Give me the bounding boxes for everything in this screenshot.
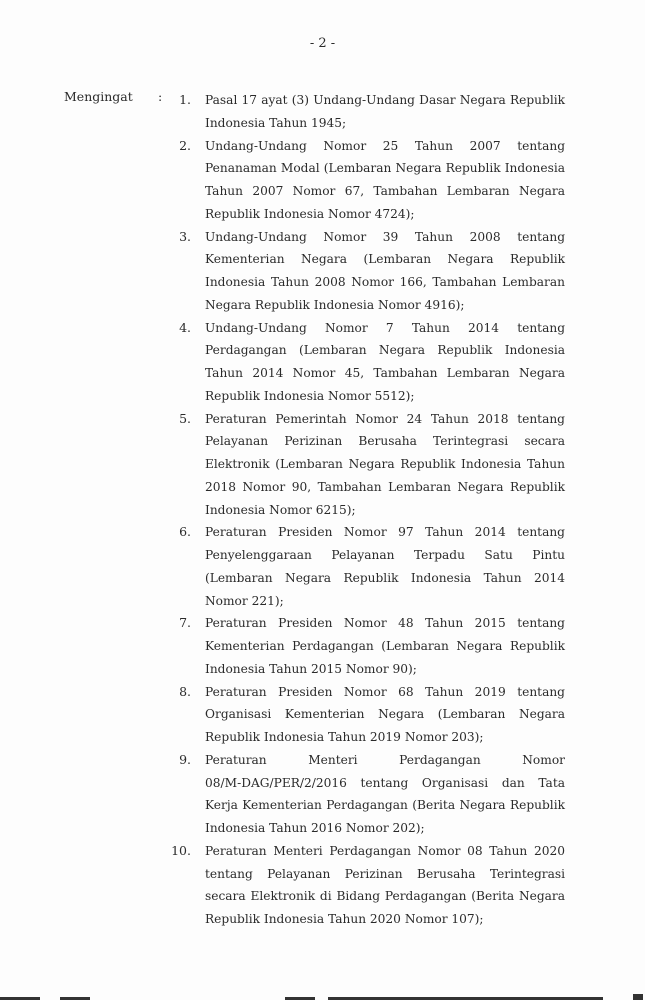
list-item (160, 226, 565, 317)
scan-edge-mark (633, 994, 643, 1000)
item-number: 3. (179, 228, 191, 244)
text-line: Undang-Undang Nomor 7 Tahun 2014 tentang (205, 320, 565, 335)
text-line: Indonesia Nomor 6215); (205, 502, 356, 517)
text-line: Tahun 2007 Nomor 67, Tambahan Lembaran Negara (205, 184, 565, 198)
item-number: 7. (179, 615, 191, 631)
text-line: Kementerian Negara (Lembaran Negara Republik (205, 252, 565, 267)
text-line: Indonesia Tahun 2008 Nomor 166, Tambahan Lembaran (205, 275, 565, 289)
text-line: Organisasi Kementerian Negara (Lembaran Negara (205, 707, 565, 722)
text-line: Republik Indonesia Nomor 4724); (205, 206, 415, 221)
item-number: 9. (179, 751, 191, 767)
list-item (160, 612, 565, 680)
text-line: Tahun 2014 Nomor 45, Tambahan Lembaran Negara (205, 366, 565, 380)
item-text (205, 612, 565, 680)
text-line: Peraturan Pemerintah Nomor 24 Tahun 2018 tentang (205, 411, 565, 426)
text-line: Penanaman Modal (Lembaran Negara Republik Indonesia (205, 161, 565, 176)
text-line: Republik Indonesia Tahun 2019 Nomor 203); (205, 730, 484, 744)
item-text (205, 226, 565, 317)
text-line: Peraturan Presiden Nomor 97 Tahun 2014 tentang (205, 525, 565, 540)
item-text (205, 317, 565, 408)
text-line: Indonesia Tahun 2016 Nomor 202); (205, 821, 425, 835)
item-number: 8. (179, 683, 191, 699)
item-text (205, 89, 565, 135)
section-colon: : (158, 89, 163, 104)
list-item (160, 521, 565, 612)
text-line: Kementerian Perdagangan (Lembaran Negara Republik (205, 639, 565, 653)
text-line: Nomor 221); (205, 593, 284, 608)
text-line: Kerja Kementerian Perdagangan (Berita Negara Republik (205, 798, 565, 813)
text-line: 08/M-DAG/PER/2/2016 tentang Organisasi dan Tata (205, 775, 565, 790)
item-number: 10. (171, 842, 191, 858)
section-label: Mengingat (64, 89, 133, 104)
item-text (205, 408, 565, 522)
item-number: 4. (179, 319, 191, 335)
text-line: (Lembaran Negara Republik Indonesia Tahun 2014 (205, 570, 565, 585)
page-number: - 2 - (309, 36, 336, 51)
item-number: 6. (179, 524, 191, 540)
text-line: Indonesia Tahun 2015 Nomor 90); (205, 661, 417, 676)
list-item (160, 408, 565, 522)
text-line: Indonesia Tahun 1945; (205, 115, 347, 130)
list-item (160, 135, 565, 226)
text-line: Undang-Undang Nomor 25 Tahun 2007 tentang (205, 138, 565, 153)
list-item (160, 681, 565, 749)
text-line: tentang Pelayanan Perizinan Berusaha Terintegrasi (205, 866, 565, 881)
text-line: 2018 Nomor 90, Tambahan Lembaran Negara Republik (205, 479, 565, 494)
list-item (160, 317, 565, 408)
item-text (205, 681, 565, 749)
item-text (205, 749, 565, 840)
text-line: Undang-Undang Nomor 39 Tahun 2008 tentang (205, 229, 565, 244)
item-number: 5. (179, 410, 191, 426)
text-line: Penyelenggaraan Pelayanan Terpadu Satu Pintu (205, 548, 565, 562)
text-line: Negara Republik Indonesia Nomor 4916); (205, 297, 465, 312)
text-line: Peraturan Menteri Perdagangan Nomor (205, 752, 565, 767)
list-item (160, 89, 565, 135)
item-number: 1. (179, 92, 191, 107)
item-text (205, 840, 565, 931)
text-line: Republik Indonesia Tahun 2020 Nomor 107); (205, 912, 484, 926)
text-line: Pelayanan Perizinan Berusaha Terintegrasi secara (205, 434, 565, 449)
text-line: Peraturan Menteri Perdagangan Nomor 08 Tahun 2020 (205, 843, 565, 858)
text-line: Pasal 17 ayat (3) Undang-Undang Dasar Negara Republik (205, 93, 565, 107)
text-line: Peraturan Presiden Nomor 48 Tahun 2015 tentang (205, 616, 565, 631)
item-text (205, 521, 565, 612)
list-item (160, 749, 565, 840)
text-line: secara Elektronik di Bidang Perdagangan (Berita Negara (205, 889, 565, 904)
item-text (205, 135, 565, 226)
list-item (160, 840, 565, 931)
text-line: Republik Indonesia Nomor 5512); (205, 388, 415, 403)
text-line: Elektronik (Lembaran Negara Republik Indonesia Tahun (205, 457, 565, 471)
item-number: 2. (179, 137, 191, 153)
text-line: Perdagangan (Lembaran Negara Republik Indonesia (205, 343, 565, 358)
legal-basis-list (160, 89, 565, 931)
text-line: Peraturan Presiden Nomor 68 Tahun 2019 tentang (205, 684, 565, 699)
